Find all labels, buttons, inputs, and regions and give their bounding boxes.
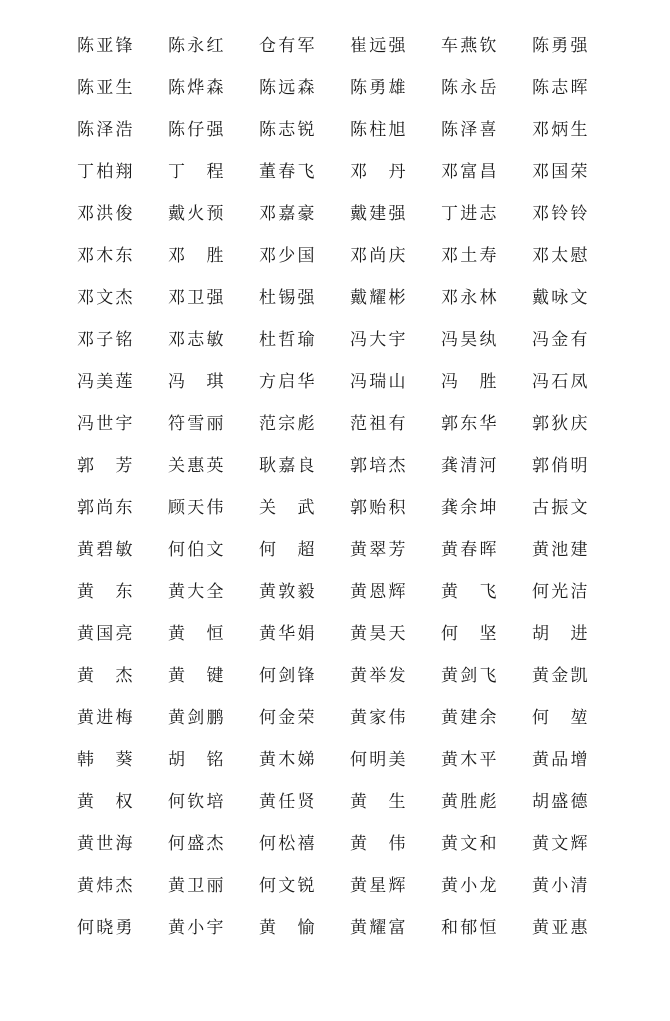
name-text: 冯世宇 <box>77 414 133 434</box>
name-text: 戴火预 <box>168 204 224 224</box>
name-text: 和郁恒 <box>441 918 497 938</box>
name-entry <box>77 704 168 746</box>
name-text: 郭培杰 <box>350 456 406 476</box>
name-text: 邓尚庆 <box>350 246 406 266</box>
name-text: 郭东华 <box>441 414 497 434</box>
name-entry <box>168 830 259 872</box>
name-text: 黄建余 <box>441 708 497 728</box>
name-entry <box>532 872 623 914</box>
name-text: 邓 丹 <box>350 162 406 182</box>
name-text: 胡盛德 <box>532 792 588 812</box>
name-entry <box>532 74 623 116</box>
name-text: 黄木娣 <box>259 750 315 770</box>
name-text: 戴咏文 <box>532 288 588 308</box>
name-text: 关惠英 <box>168 456 224 476</box>
name-entry <box>259 620 350 662</box>
name-text: 戴建强 <box>350 204 406 224</box>
name-entry <box>259 116 350 158</box>
name-entry <box>441 788 532 830</box>
name-text: 黄亚惠 <box>532 918 588 938</box>
name-entry <box>259 284 350 326</box>
name-entry <box>441 746 532 788</box>
name-text: 邓太慰 <box>532 246 588 266</box>
name-text: 黄春晖 <box>441 540 497 560</box>
name-list-grid <box>77 32 623 956</box>
name-text: 何 堃 <box>532 708 588 728</box>
name-entry <box>259 746 350 788</box>
name-text: 胡 进 <box>532 624 588 644</box>
name-entry <box>350 662 441 704</box>
name-text: 何文锐 <box>259 876 315 896</box>
name-text: 黄炜杰 <box>77 876 133 896</box>
name-entry <box>168 872 259 914</box>
name-entry <box>532 410 623 452</box>
name-entry <box>350 410 441 452</box>
name-entry <box>350 872 441 914</box>
name-entry <box>532 158 623 200</box>
name-text: 韩 葵 <box>77 750 133 770</box>
name-entry <box>259 242 350 284</box>
name-entry <box>168 368 259 410</box>
name-text: 黄星辉 <box>350 876 406 896</box>
name-text: 陈泽喜 <box>441 120 497 140</box>
name-text: 黄大全 <box>168 582 224 602</box>
name-entry <box>77 326 168 368</box>
name-entry <box>168 410 259 452</box>
name-entry <box>77 74 168 116</box>
name-text: 陈亚锋 <box>77 36 133 56</box>
name-text: 何松禧 <box>259 834 315 854</box>
name-entry <box>168 662 259 704</box>
name-entry <box>350 914 441 956</box>
name-text: 邓洪俊 <box>77 204 133 224</box>
name-text: 龚清河 <box>441 456 497 476</box>
name-entry <box>532 242 623 284</box>
name-entry <box>350 200 441 242</box>
name-entry <box>441 284 532 326</box>
name-text: 黄小清 <box>532 876 588 896</box>
name-entry <box>350 74 441 116</box>
name-text: 黄 恒 <box>168 624 224 644</box>
name-text: 崔远强 <box>350 36 406 56</box>
name-entry <box>259 452 350 494</box>
name-entry <box>77 872 168 914</box>
name-text: 冯 胜 <box>441 372 497 392</box>
name-text: 陈泽浩 <box>77 120 133 140</box>
name-text: 何晓勇 <box>77 918 133 938</box>
name-text: 何钦培 <box>168 792 224 812</box>
name-text: 何光洁 <box>532 582 588 602</box>
name-entry <box>532 326 623 368</box>
name-entry <box>350 158 441 200</box>
name-text: 黄剑鹏 <box>168 708 224 728</box>
name-entry <box>441 32 532 74</box>
name-entry <box>441 662 532 704</box>
name-entry <box>259 74 350 116</box>
name-text: 范祖有 <box>350 414 406 434</box>
name-text: 黄 飞 <box>441 582 497 602</box>
name-text: 黄恩辉 <box>350 582 406 602</box>
name-entry <box>168 74 259 116</box>
name-entry <box>168 326 259 368</box>
name-text: 邓永林 <box>441 288 497 308</box>
name-entry <box>259 200 350 242</box>
name-text: 陈永岳 <box>441 78 497 98</box>
name-entry <box>168 536 259 578</box>
name-entry <box>259 326 350 368</box>
name-entry <box>77 494 168 536</box>
name-text: 陈仔强 <box>168 120 224 140</box>
name-text: 车燕钦 <box>441 36 497 56</box>
name-entry <box>168 788 259 830</box>
name-entry <box>259 368 350 410</box>
name-entry <box>532 116 623 158</box>
name-text: 范宗彪 <box>259 414 315 434</box>
name-entry <box>532 578 623 620</box>
name-text: 郭俏明 <box>532 456 588 476</box>
name-text: 冯美莲 <box>77 372 133 392</box>
name-entry <box>350 368 441 410</box>
name-text: 黄 生 <box>350 792 406 812</box>
name-entry <box>350 326 441 368</box>
name-entry <box>532 200 623 242</box>
name-text: 杜锡强 <box>259 288 315 308</box>
name-text: 陈志锐 <box>259 120 315 140</box>
name-entry <box>168 32 259 74</box>
name-entry <box>441 200 532 242</box>
name-entry <box>259 830 350 872</box>
name-entry <box>532 284 623 326</box>
name-text: 顾天伟 <box>168 498 224 518</box>
name-entry <box>168 284 259 326</box>
name-text: 黄昊天 <box>350 624 406 644</box>
name-text: 冯瑞山 <box>350 372 406 392</box>
name-entry <box>259 662 350 704</box>
name-text: 邓铃铃 <box>532 204 588 224</box>
name-text: 丁进志 <box>441 204 497 224</box>
name-entry <box>77 620 168 662</box>
name-entry <box>77 452 168 494</box>
name-text: 龚余坤 <box>441 498 497 518</box>
name-text: 何 超 <box>259 540 315 560</box>
name-text: 黄木平 <box>441 750 497 770</box>
name-text: 冯昊纨 <box>441 330 497 350</box>
name-text: 冯 琪 <box>168 372 224 392</box>
name-entry <box>441 620 532 662</box>
name-entry <box>441 536 532 578</box>
name-text: 黄进梅 <box>77 708 133 728</box>
name-text: 黄 伟 <box>350 834 406 854</box>
name-entry <box>532 536 623 578</box>
name-text: 邓嘉豪 <box>259 204 315 224</box>
name-entry <box>350 116 441 158</box>
name-text: 何盛杰 <box>168 834 224 854</box>
name-text: 黄剑飞 <box>441 666 497 686</box>
name-entry <box>77 368 168 410</box>
name-text: 邓国荣 <box>532 162 588 182</box>
name-text: 冯大宇 <box>350 330 406 350</box>
name-text: 邓富昌 <box>441 162 497 182</box>
name-entry <box>441 494 532 536</box>
name-entry <box>350 284 441 326</box>
name-entry <box>350 746 441 788</box>
name-text: 邓木东 <box>77 246 133 266</box>
name-entry <box>259 158 350 200</box>
name-entry <box>168 200 259 242</box>
name-entry <box>77 158 168 200</box>
name-entry <box>350 788 441 830</box>
name-text: 何 坚 <box>441 624 497 644</box>
name-entry <box>168 578 259 620</box>
name-entry <box>77 410 168 452</box>
name-text: 黄碧敏 <box>77 540 133 560</box>
name-entry <box>77 578 168 620</box>
name-text: 冯金有 <box>532 330 588 350</box>
name-entry <box>350 620 441 662</box>
name-text: 胡 铭 <box>168 750 224 770</box>
name-text: 陈勇雄 <box>350 78 406 98</box>
name-text: 黄卫丽 <box>168 876 224 896</box>
name-entry <box>259 914 350 956</box>
name-entry <box>532 494 623 536</box>
name-text: 耿嘉良 <box>259 456 315 476</box>
name-entry <box>441 74 532 116</box>
name-text: 黄文辉 <box>532 834 588 854</box>
name-text: 黄品增 <box>532 750 588 770</box>
name-entry <box>441 368 532 410</box>
name-entry <box>532 704 623 746</box>
name-entry <box>350 704 441 746</box>
name-text: 何伯文 <box>168 540 224 560</box>
name-text: 黄小宇 <box>168 918 224 938</box>
name-entry <box>259 32 350 74</box>
name-entry <box>168 494 259 536</box>
name-entry <box>77 830 168 872</box>
name-text: 邓土寿 <box>441 246 497 266</box>
name-entry <box>532 746 623 788</box>
name-text: 郭尚东 <box>77 498 133 518</box>
name-text: 黄 东 <box>77 582 133 602</box>
name-text: 黄华娟 <box>259 624 315 644</box>
name-entry <box>532 32 623 74</box>
name-text: 黄敦毅 <box>259 582 315 602</box>
name-entry <box>350 494 441 536</box>
name-text: 丁 程 <box>168 162 224 182</box>
name-text: 方启华 <box>259 372 315 392</box>
name-entry <box>168 116 259 158</box>
name-entry <box>532 788 623 830</box>
name-entry <box>441 452 532 494</box>
name-text: 陈亚生 <box>77 78 133 98</box>
name-text: 黄耀富 <box>350 918 406 938</box>
name-text: 仓有军 <box>259 36 315 56</box>
name-text: 丁柏翔 <box>77 162 133 182</box>
name-entry <box>77 536 168 578</box>
name-text: 邓子铭 <box>77 330 133 350</box>
name-entry <box>77 662 168 704</box>
name-text: 黄世海 <box>77 834 133 854</box>
name-text: 陈柱旭 <box>350 120 406 140</box>
name-entry <box>350 242 441 284</box>
name-text: 黄 权 <box>77 792 133 812</box>
name-entry <box>441 704 532 746</box>
name-text: 黄 键 <box>168 666 224 686</box>
name-text: 邓文杰 <box>77 288 133 308</box>
name-text: 何明美 <box>350 750 406 770</box>
name-text: 冯石凤 <box>532 372 588 392</box>
name-entry <box>77 116 168 158</box>
name-text: 黄国亮 <box>77 624 133 644</box>
name-entry <box>441 914 532 956</box>
name-text: 郭贻积 <box>350 498 406 518</box>
name-entry <box>77 32 168 74</box>
name-text: 陈永红 <box>168 36 224 56</box>
name-entry <box>168 704 259 746</box>
name-entry <box>259 872 350 914</box>
name-text: 黄 愉 <box>259 918 315 938</box>
name-entry <box>77 284 168 326</box>
name-entry <box>77 746 168 788</box>
name-text: 古振文 <box>532 498 588 518</box>
name-entry <box>168 158 259 200</box>
name-entry <box>77 788 168 830</box>
name-entry <box>441 242 532 284</box>
name-text: 黄池建 <box>532 540 588 560</box>
name-text: 陈勇强 <box>532 36 588 56</box>
name-text: 郭狄庆 <box>532 414 588 434</box>
name-entry <box>532 452 623 494</box>
name-text: 杜哲瑜 <box>259 330 315 350</box>
name-text: 陈志晖 <box>532 78 588 98</box>
name-text: 邓炳生 <box>532 120 588 140</box>
name-entry <box>168 242 259 284</box>
name-text: 邓卫强 <box>168 288 224 308</box>
name-text: 何金荣 <box>259 708 315 728</box>
name-text: 黄 杰 <box>77 666 133 686</box>
name-entry <box>77 914 168 956</box>
name-entry <box>259 788 350 830</box>
name-text: 戴耀彬 <box>350 288 406 308</box>
name-text: 黄金凯 <box>532 666 588 686</box>
name-text: 黄家伟 <box>350 708 406 728</box>
name-text: 邓少国 <box>259 246 315 266</box>
name-entry <box>259 494 350 536</box>
name-entry <box>532 662 623 704</box>
name-entry <box>441 830 532 872</box>
name-entry <box>350 578 441 620</box>
name-entry <box>77 200 168 242</box>
name-entry <box>77 242 168 284</box>
name-entry <box>350 32 441 74</box>
name-text: 邓志敏 <box>168 330 224 350</box>
name-entry <box>532 620 623 662</box>
name-entry <box>441 578 532 620</box>
name-entry <box>168 914 259 956</box>
name-entry <box>168 620 259 662</box>
name-entry <box>532 368 623 410</box>
name-entry <box>441 410 532 452</box>
name-text: 陈远森 <box>259 78 315 98</box>
name-entry <box>350 452 441 494</box>
name-text: 郭 芳 <box>77 456 133 476</box>
name-text: 陈烨森 <box>168 78 224 98</box>
name-entry <box>259 536 350 578</box>
name-text: 符雪丽 <box>168 414 224 434</box>
name-entry <box>441 872 532 914</box>
name-text: 黄文和 <box>441 834 497 854</box>
name-entry <box>168 746 259 788</box>
name-text: 邓 胜 <box>168 246 224 266</box>
name-text: 关 武 <box>259 498 315 518</box>
name-entry <box>441 326 532 368</box>
name-entry <box>532 830 623 872</box>
name-entry <box>532 914 623 956</box>
name-text: 黄小龙 <box>441 876 497 896</box>
name-entry <box>259 704 350 746</box>
name-text: 黄翠芳 <box>350 540 406 560</box>
name-entry <box>350 536 441 578</box>
name-text: 黄任贤 <box>259 792 315 812</box>
name-entry <box>441 158 532 200</box>
name-text: 黄胜彪 <box>441 792 497 812</box>
name-text: 董春飞 <box>259 162 315 182</box>
name-entry <box>168 452 259 494</box>
name-text: 黄举发 <box>350 666 406 686</box>
name-entry <box>259 578 350 620</box>
name-entry <box>259 410 350 452</box>
name-entry <box>350 830 441 872</box>
name-text: 何剑锋 <box>259 666 315 686</box>
name-entry <box>441 116 532 158</box>
